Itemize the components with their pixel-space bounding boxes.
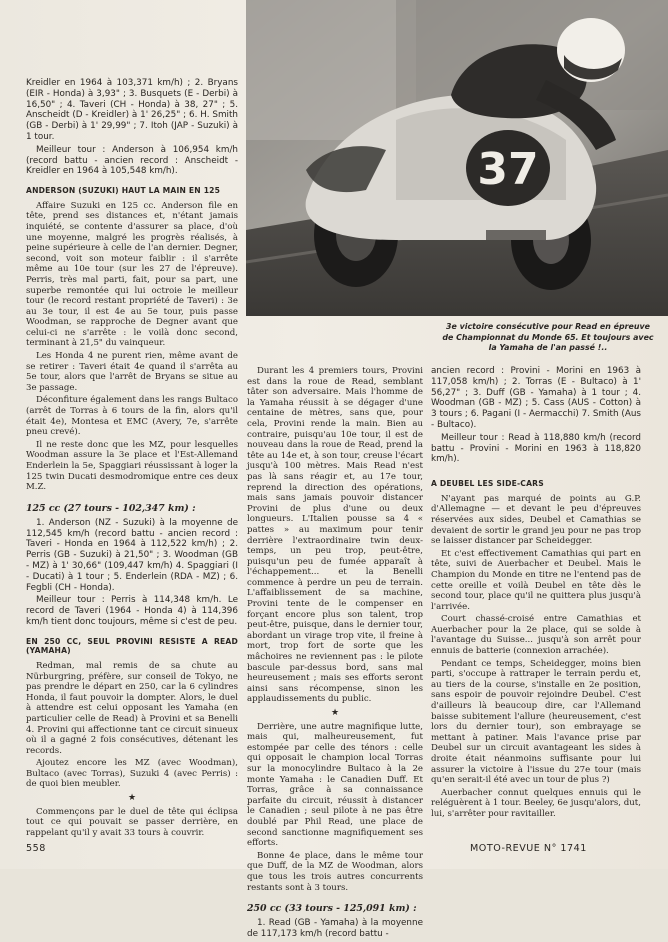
paragraph: Il ne reste donc que les MZ, pour lesquelles Woodman assure la 3e place et l'Est-Allemand Enderlein la 5e, Spaggiari réussissant à loger la 125 twin Ducati desmodromique entre ces deux M.Z. — [26, 439, 238, 493]
best-lap-250: Meilleur tour : Read à 118,880 km/h (record battu - Provini - Morini en 1963 à 118,820 km/h). — [431, 432, 641, 465]
column-right — [431, 366, 641, 822]
results-250-continued: ancien record : Provini - Morini en 1963 à 117,058 km/h) ; 2. Torras (E - Bultaco) à 1' 56,27" ; 3. Duff (GB - Yamaha) à 1 tour ; 4. Woodman (GB - MZ) ; 5. Cass (AUS - Cotton) à 3 tours ; 6. Pagani (I - Aermacchi) 7. Smith (Aus - Bultaco). — [431, 366, 641, 430]
paragraph: Court chassé-croisé entre Camathias et Auerbacher pour la 2e place, qui se solde à l'avantage du Suisse... jusqu'à son arrêt pour ennuis de batterie (connexion arrachée). — [431, 614, 641, 657]
star-separator: ★ — [127, 793, 137, 804]
paragraph: Les Honda 4 ne purent rien, même avant de se retirer : Taveri était 4e quand il s'arrêta au 5e tour, alors que l'arrêt de Bryans se situe au 3e passage. — [26, 351, 238, 393]
bike-number: 37 — [477, 144, 539, 195]
paragraph: Affaire Suzuki en 125 cc. Anderson file en tête, prend ses distances et, n'étant jamais inquiété, se contente d'assurer sa place, d'où une moyenne, malgré les progrès réalisés, à peine supérieure à celle de l'an dernier. Degner, second, voit son moteur faiblir : il s'arrête même au 10e tour (sur les 27 de l'épreuve). Perris, très mal parti, fait, pour sa part, une superbe remontée qui lui octroie le meilleur tour (le record restant propriété de Taveri) : 3e au 3e tour, il est 4e au 5e tour, puis passe Woodman, se rapproche de Degner avant que celui-ci ne s'arrête : le voilà donc second, terminant à 21,5" du vainqueur. — [26, 200, 238, 349]
paragraph: Durant les 4 premiers tours, Provini est dans la roue de Read, semblant tâter son adversaire. Mais l'homme de la Yamaha réussit à se dégager d'une centaine de mètres, sans que, pour cela, Provini rende la main. Bien au contraire, puisqu'au 10e tour, il est de nouveau dans la roue de Read, prend la tête au 14e et, à son tour, creuse l'écart jusqu'à 100 mètres. Mais Read n'est pas là sans réagir et, au 17e tour, reprend la direction des opérations, mais sans jamais pouvoir distancer Provini de plus d'une ou deux longueurs. L'Italien pousse sa 4 « pattes » au maximum pour tenir derrière l'extraordinaire twin deux-temps, un peu trop, peut-être, puisqu'un peu de fumée apparaît à l'échappement... et la Benelli commence à perdre un peu de terrain. L'affaiblissement de sa machine, Provini tente de le compenser en forçant encore plus son talent, trop peut-être, puisque, dans le dernier tour, abordant un virage trop vite, il freine à mort, trop fort de sorte que les mâchoires ne reviennent pas : le pilote bascule par-dessus bord, sans mal heureusement ; mais ses efforts seront ainsi sans récompense, sinon les applaudissements du public. — [247, 366, 423, 705]
results-heading-250: 250 cc (33 tours - 125,091 km) : — [247, 903, 417, 915]
column-left — [26, 78, 238, 840]
section-heading-sidecars: A DEUBEL LES SIDE-CARS — [431, 479, 544, 489]
results-heading-125: 125 cc (27 tours - 102,347 km) : — [26, 502, 196, 514]
section-heading-125: ANDERSON (SUZUKI) HAUT LA MAIN EN 125 — [26, 186, 221, 196]
results-continued: Kreidler en 1964 à 103,371 km/h) ; 2. Bryans (EIR - Honda) à 3,93" ; 3. Busquets (E - Derbi) à 16,50" ; 4. Taveri (CH - Honda) à 38, 27" ; 5. Anscheidt (D - Kreidler) à 1' 26,25" ; 6. H. Smith (GB - Derbi) à 1' 29,99" ; 7. Itoh (JAP - Suzuki) à 1 tour. — [26, 78, 238, 142]
paragraph: Derrière, une autre magnifique lutte, mais qui, malheureusement, fut estompée par celle des ténors : celle qui opposait le champion local Torras sur la monocylindre Bultaco à la 2e monte Yamaha : le Canadien Duff. Et Torras, grâce à sa connaissance parfaite du circuit, réussit à distancer le Canadien ; seul pilote à ne pas être doublé par Phil Read, une place de second sanctionne magnifiquement ses efforts. — [247, 721, 423, 849]
paragraph: N'ayant pas marqué de points au G.P. d'Allemagne — et devant le peu d'épreuves réservées aux sides, Deubel et Camathias se devaient de sortir le grand jeu pour ne pas trop se laisser distancer par Scheidegger. — [431, 493, 641, 547]
magazine-issue: MOTO-REVUE N° 1741 — [470, 843, 587, 854]
photo-caption: 3e victoire consécutive pour Read en épreuve de Championnat du Monde 65. Et toujours avec la Yamaha de l'an passé !.. — [442, 322, 654, 352]
section-heading-250: EN 250 CC, SEUL PROVINI RESISTE A READ (YAMAHA) — [26, 636, 238, 656]
results-250: 1. Read (GB - Yamaha) à la moyenne de 117,173 km/h (record battu - — [247, 918, 423, 939]
paragraph: Pendant ce temps, Scheidegger, moins bien parti, s'occupe à rattraper le terrain perdu et, au tiers de la course, s'installe en 2e position, sans espoir de pouvoir rejoindre Deubel. C'est d'ailleurs là beaucoup dire, car l'Allemand baisse subitement l'allure (heureusement, c'est lors du dernier tour), son embrayage se mettant à patiner. Mais l'avance prise par Deubel sur un circuit avantageant les sides à droite était néanmoins suffisante pour lui assurer la victoire à l'issue du 27e tour (mais qu'en serait-il été avec un tour de plus ?) — [431, 658, 641, 786]
paragraph: Ajoutez encore les MZ (avec Woodman), Bultaco (avec Torras), Suzuki 4 (avec Perris) : de quoi bien meubler. — [26, 758, 238, 790]
paragraph: Commençons par le duel de tête qui éclipsa tout ce qui pouvait se passer derrière, en rappelant qu'il y avait 33 tours à couvrir. — [26, 806, 238, 838]
star-separator: ★ — [330, 708, 340, 718]
paragraph: Déconfiture également dans les rangs Bultaco (arrêt de Torras à 6 tours de la fin, alors qu'il était 4e), Montesa et EMC (Avery, 7e, s'arrête pneu crevé). — [26, 395, 238, 438]
best-lap-50cc: Meilleur tour : Anderson à 106,954 km/h (record battu - ancien record : Anscheidt - Kreidler en 1964 à 105,548 km/h). — [26, 144, 238, 177]
paragraph: Redman, mal remis de sa chute au Nürburgring, préfère, sur conseil de Tokyo, ne pas prendre le départ en 250, car la 6 cylindres Honda, il faut pouvoir la dompter. Alors, le duel à attendre est celui opposant les Yamaha (en particulier celle de Read) à Provini et sa Benelli 4. Provini qui affectionne tant ce circuit sinueux où il a gagné 2 fois consécutives, détenant les records. — [26, 660, 238, 756]
race-photo — [246, 0, 668, 316]
best-lap-125: Meilleur tour : Perris à 114,348 km/h. Le record de Taveri (1964 - Honda 4) à 114,396 km/h tient donc toujours, même si c'est de peu. — [26, 595, 238, 627]
paragraph: Et c'est effectivement Camathias qui part en tête, suivi de Auerbacher et Deubel. Mais le Champion du Monde en titre ne l'entend pas de cette oreille et voilà Deubel en tête dès le second tour, place qu'il ne quittera plus jusqu'à l'arrivée. — [431, 548, 641, 612]
motorcycle-racer-illustration — [246, 0, 668, 316]
paragraph: Bonne 4e place, dans le même tour que Duff, de la MZ de Woodman, alors que tous les trois autres concurrents restants sont à 3 tours. — [247, 850, 423, 893]
results-125: 1. Anderson (NZ - Suzuki) à la moyenne de 112,545 km/h (record battu - ancien record : Taveri - Honda en 1964 à 112,522 km/h) ; 2. Perris (GB - Suzuki) à 21,50" ; 3. Woodman (GB - MZ) à 1' 30,66" (109,447 km/h) 4. Spaggiari (I - Ducati) à 1 tour ; 5. Enderlein (RDA - MZ) ; 6. Fegbli (CH - Honda). — [26, 517, 238, 593]
page-number: 558 — [26, 843, 46, 854]
column-middle — [247, 366, 423, 942]
paragraph: Auerbacher connut quelques ennuis qui le reléguèrent à 1 tour. Beeley, 6e jusqu'alors, dut, lui, s'arrêter pour ravitailler. — [431, 787, 641, 819]
